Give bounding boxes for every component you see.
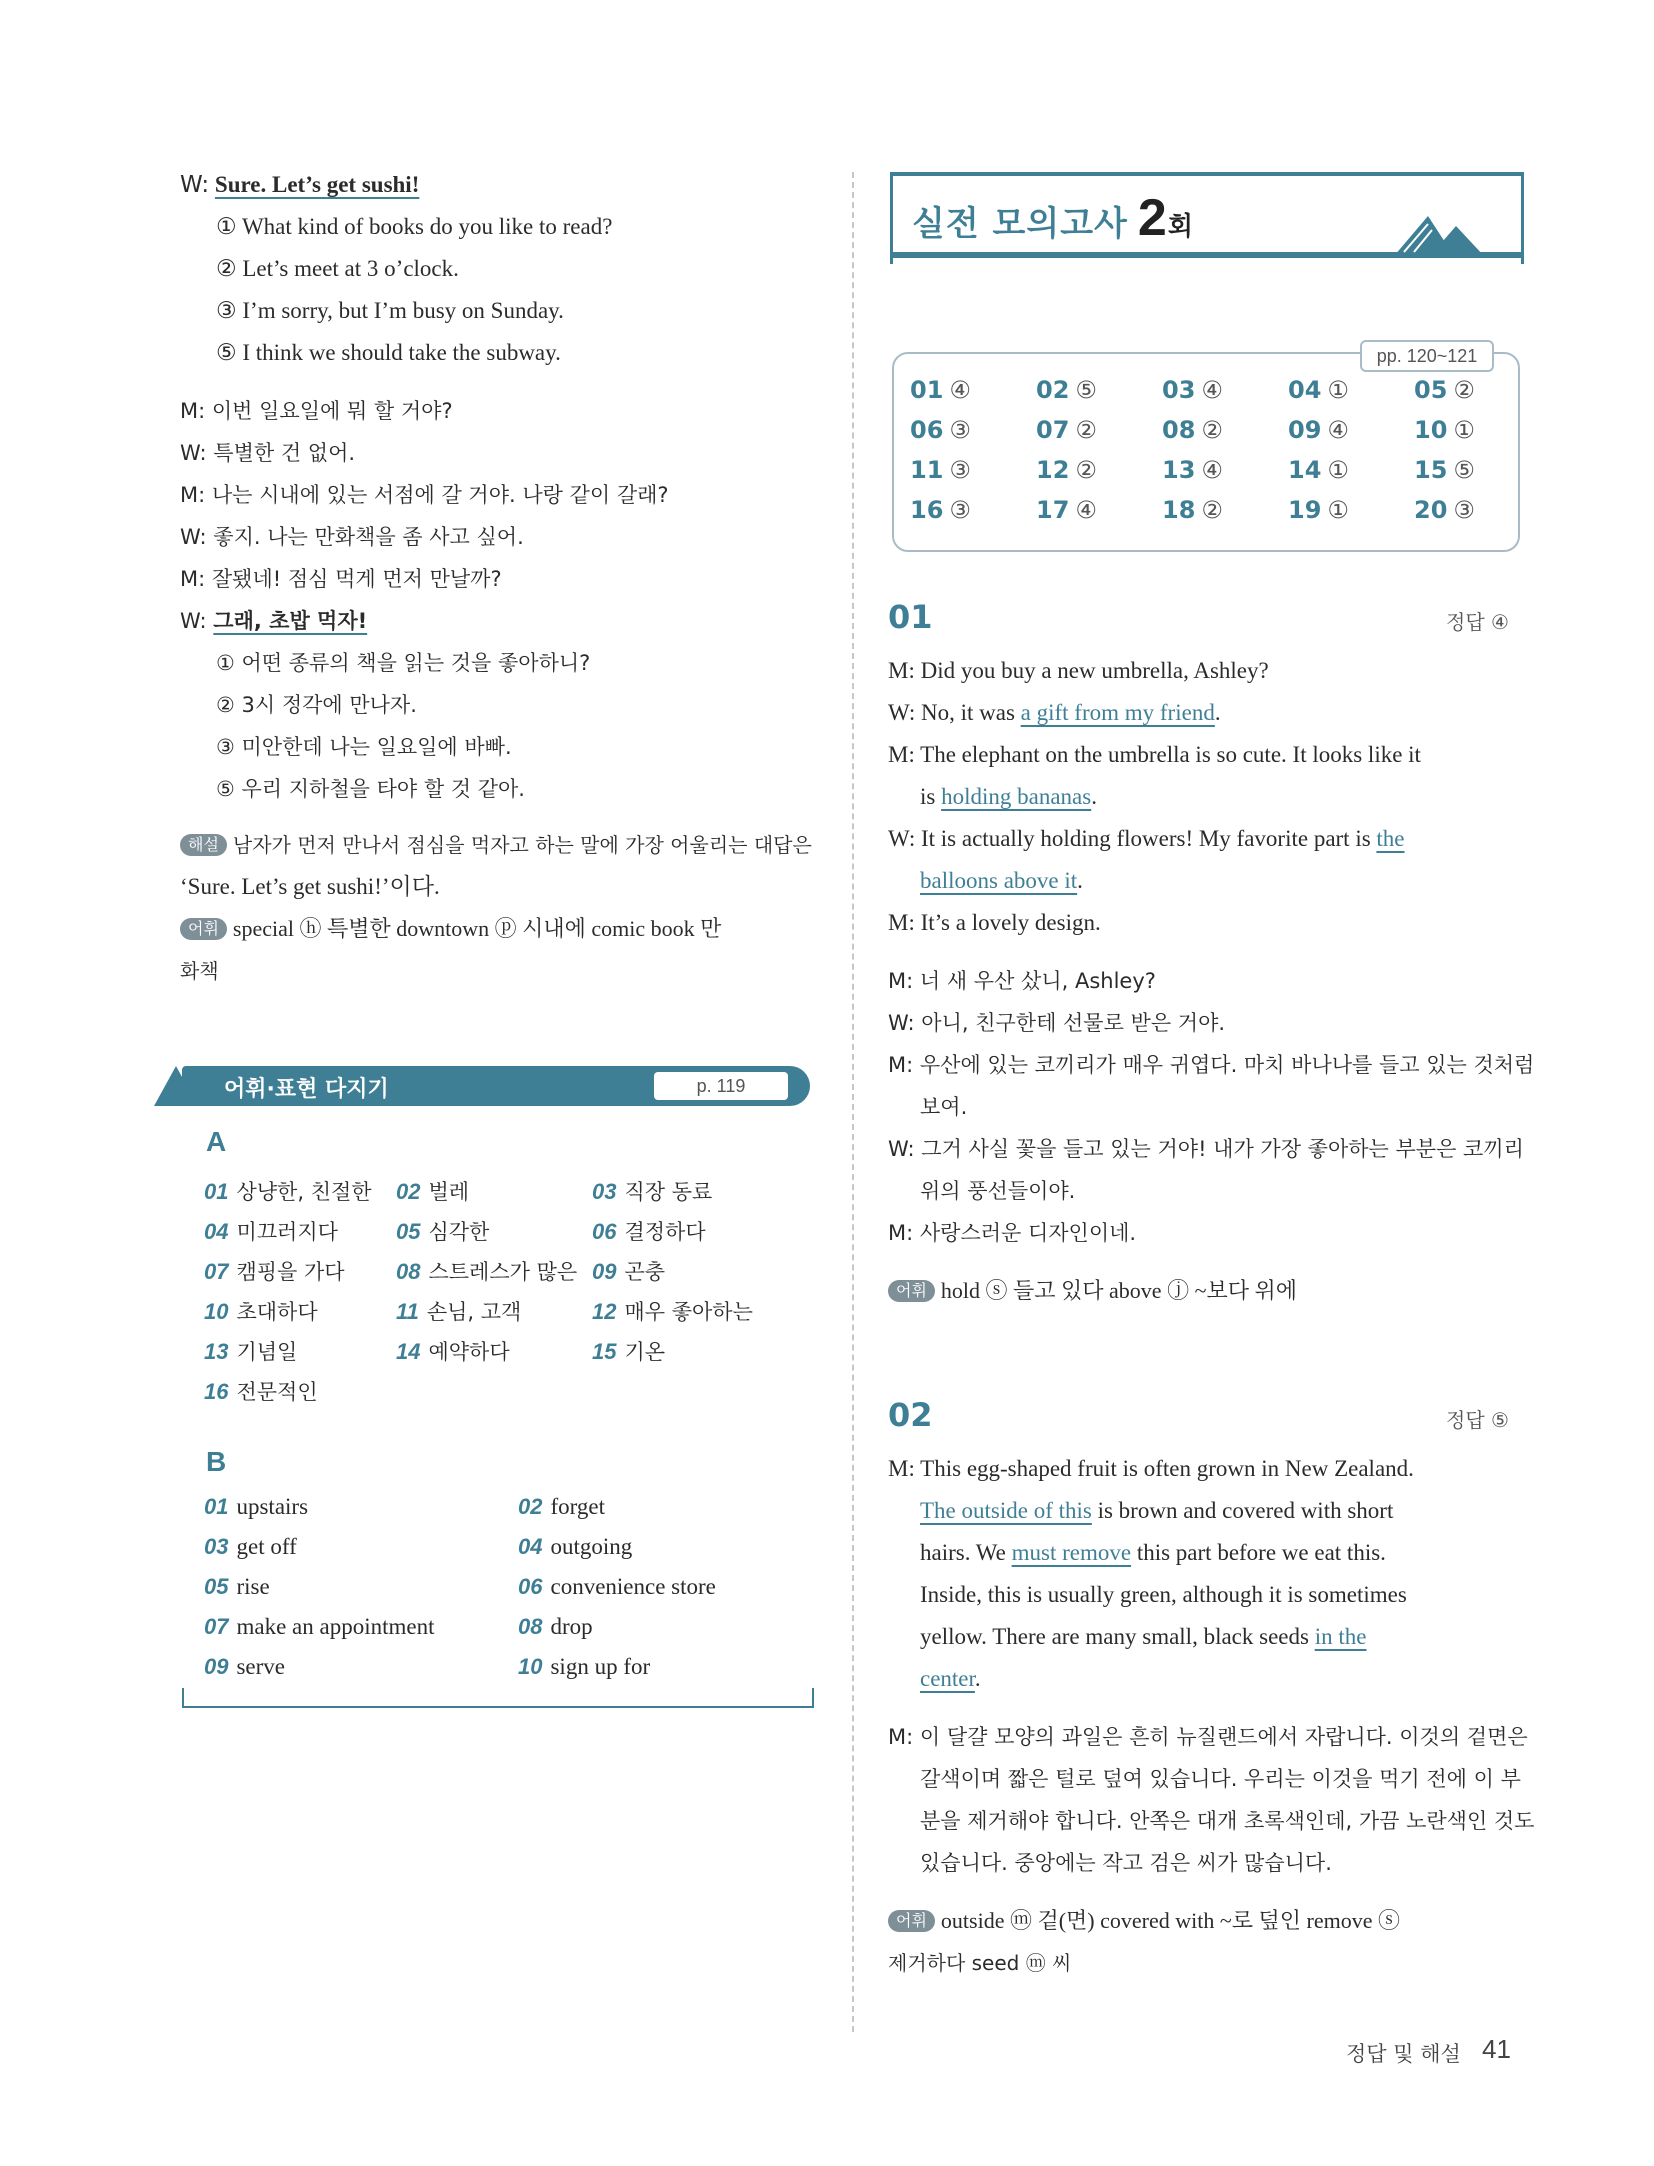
ko-line: W: 아니, 친구한테 선물로 받은 거야. [888,1011,1226,1035]
vocab-review-section [182,1066,810,1706]
vocab-a-item: 01 상냥한, 친절한 [204,1179,372,1204]
dialog-line: M: Did you buy a new umbrella, Ashley? [888,658,1269,683]
dialog-line: balloons above it. [920,868,1083,893]
answer-key-item: 18 ② [1162,496,1223,524]
ko-line: 갈색이며 짧은 털로 덮여 있습니다. 우리는 이것을 먹기 전에 이 부 [920,1767,1521,1791]
vocab-b-item: 01 upstairs [204,1494,309,1519]
test-number: 2 [1137,189,1168,247]
dialog-line: The outside of this is brown and covered with short [920,1498,1394,1523]
answer-key-item: 11 ③ [910,456,971,484]
ko-line: M: 사랑스러운 디자인이네. [888,1221,1137,1245]
answer-key-item: 17 ④ [1036,496,1097,524]
ko-line: W: 그거 사실 꽃을 들고 있는 거야! 내가 가장 좋아하는 부분은 코끼리 [888,1137,1524,1161]
ko-option-5: ⑤ 우리 지하철을 타야 할 것 같아. [216,777,525,801]
answer-key-item: 16 ③ [910,496,971,524]
section-a-label: A [206,1126,227,1157]
vocab-b-item: 03 get off [204,1534,297,1559]
ko-line: M: 이 달걀 모양의 과일은 흔히 뉴질랜드에서 자랍니다. 이것의 겉면은 [888,1725,1528,1749]
ko-line: W: 특별한 건 없어. [180,441,356,465]
vocab-b-item: 06 convenience store [518,1574,716,1599]
answer-key-item: 19 ① [1288,496,1349,524]
mountain-icon [1394,212,1484,256]
answer-key-item: 14 ① [1288,456,1349,484]
answer-key-item: 05 ② [1414,376,1475,404]
vocab-a-item: 12 매우 좋아하는 [592,1299,753,1324]
vocab-b-item: 07 make an appointment [204,1614,435,1639]
vocab-a-item: 05 심각한 [396,1219,490,1244]
vocab-notes-cont: 제거하다 seed ⓜ 씨 [888,1951,1072,1975]
ko-line: M: 이번 일요일에 뭐 할 거야? [180,399,453,423]
vocab-notes: 어휘 hold ⓢ 들고 있다 above ⓙ ~보다 위에 [888,1276,1297,1306]
vocab-notes: 어휘 outside ⓜ 겉(면) covered with ~로 덮인 remove ⓢ [888,1906,1400,1936]
explanation: 해설 남자가 먼저 만나서 점심을 먹자고 하는 말에 가장 어울리는 대답은 [180,830,812,860]
vocab-a-item: 08 스트레스가 많은 [396,1259,578,1284]
option-3: ③ I’m sorry, but I’m busy on Sunday. [216,298,564,323]
ko-line: 분을 제거해야 합니다. 안쪽은 대개 초록색인데, 가끔 노란색인 것도 [920,1809,1535,1833]
vocab-a-item: 15 기온 [592,1339,666,1364]
question-number: 02 [888,1396,933,1434]
answer-key-item: 10 ① [1414,416,1475,444]
vocab-a-item: 03 직장 동료 [592,1179,713,1204]
vocab-a-item: 04 미끄러지다 [204,1219,338,1244]
vocab-b-item: 08 drop [518,1614,593,1639]
answer-key-item: 03 ④ [1162,376,1223,404]
vocab-tag: 어휘 [180,918,227,940]
dialog-line: hairs. We must remove this part before we eat this. [920,1540,1386,1565]
option-2: ② Let’s meet at 3 o’clock. [216,256,459,281]
answer-key-item: 07 ② [1036,416,1097,444]
ko-line: 위의 풍선들이야. [920,1179,1076,1203]
vocab-b-item: 10 sign up for [518,1654,651,1679]
dialog-line: center. [920,1666,981,1691]
vocab-a-item: 11 손님, 고객 [396,1299,522,1324]
vocab-b-item: 05 rise [204,1574,270,1599]
dialog-line: M: It’s a lovely design. [888,910,1101,935]
vocab-b-item: 04 outgoing [518,1534,633,1559]
ko-option-1: ① 어떤 종류의 책을 읽는 것을 좋아하니? [216,651,591,675]
page-number: 41 [1482,2034,1511,2064]
vocab-header [182,1066,810,1106]
answer-key-item: 13 ④ [1162,456,1223,484]
dialog-line: M: The elephant on the umbrella is so cute. It looks like it [888,742,1421,767]
vocab-a-item: 10 초대하다 [204,1299,318,1324]
ko-line: 있습니다. 중앙에는 작고 검은 씨가 많습니다. [920,1851,1332,1875]
vocab-a-item: 16 전문적인 [204,1379,318,1404]
vocab-notes: 어휘 special ⓗ 특별한 downtown ⓟ 시내에 comic book 만 [180,914,721,944]
option-1: ① What kind of books do you like to read? [216,214,613,239]
ko-line: M: 우산에 있는 코끼리가 매우 귀엽다. 마치 바나나를 들고 있는 것처럼 [888,1053,1535,1077]
dialog-line: W: Sure. Let’s get sushi! [180,172,420,198]
vocab-title: 어휘·표현 다지기 [224,1077,389,1102]
answer-sentence: Sure. Let’s get sushi! [214,172,420,197]
correct-answer: 정답 ④ [1446,610,1509,634]
answer-key-item: 04 ① [1288,376,1349,404]
ko-option-3: ③ 미안한데 나는 일요일에 바빠. [216,735,512,759]
option-5: ⑤ I think we should take the subway. [216,340,561,365]
answer-page-ref: pp. 120~121 [1360,340,1494,372]
dialog-line: is holding bananas. [920,784,1097,809]
vocab-tag: 어휘 [888,1280,935,1302]
explanation-tag: 해설 [180,834,227,856]
test-title: 실전 모의고사 2회 [912,189,1194,247]
dialog-line: W: It is actually holding flowers! My favorite part is the [888,826,1405,851]
dialog-line: W: No, it was a gift from my friend. [888,700,1221,725]
answer-key-item: 09 ④ [1288,416,1349,444]
dialog-line: yellow. There are many small, black seeds in the [920,1624,1367,1649]
question-number: 01 [888,598,933,636]
ko-line: M: 잘됐네! 점심 먹게 먼저 만날까? [180,567,502,591]
vocab-a-item: 06 결정하다 [592,1219,706,1244]
ko-answer-line: W: 그래, 초밥 먹자! [180,609,368,633]
answer-key-item: 06 ③ [910,416,971,444]
answer-key-item: 08 ② [1162,416,1223,444]
answer-key-item: 20 ③ [1414,496,1475,524]
vocab-page-ref: p. 119 [654,1072,788,1100]
vocab-a-item: 13 기념일 [204,1339,298,1364]
ko-option-2: ② 3시 정각에 만나자. [216,693,417,717]
vocab-box-bottom [182,1688,814,1708]
ko-line: 보여. [920,1095,968,1119]
answer-key-item: 12 ② [1036,456,1097,484]
answer-key-item: 02 ⑤ [1036,376,1097,404]
answer-key-item: 01 ④ [910,376,971,404]
vocab-b-item: 02 forget [518,1494,605,1519]
vocab-a-item: 14 예약하다 [396,1339,510,1364]
correct-answer: 정답 ⑤ [1446,1408,1509,1432]
vocab-b-item: 09 serve [204,1654,286,1679]
vocab-tag: 어휘 [888,1910,935,1932]
vocab-a-item: 09 곤충 [592,1259,666,1284]
vocab-notes-cont: 화책 [180,959,219,983]
ko-line: M: 너 새 우산 샀니, Ashley? [888,969,1156,993]
vocab-a-item: 02 벌레 [396,1179,470,1204]
dialog-line: M: This egg-shaped fruit is often grown in New Zealand. [888,1456,1414,1481]
column-divider [852,172,854,2032]
dialog-line: Inside, this is usually green, although it is sometimes [920,1582,1407,1607]
footer-label: 정답 및 해설 [1346,2042,1461,2066]
ko-line: W: 좋지. 나는 만화책을 좀 사고 싶어. [180,525,524,549]
ko-line: M: 나는 시내에 있는 서점에 갈 거야. 나랑 같이 갈래? [180,483,669,507]
answer-key-item: 15 ⑤ [1414,456,1475,484]
explanation-cont: ‘Sure. Let’s get sushi!’이다. [180,874,440,899]
vocab-a-item: 07 캠핑을 가다 [204,1259,345,1284]
section-b-label: B [206,1446,227,1477]
